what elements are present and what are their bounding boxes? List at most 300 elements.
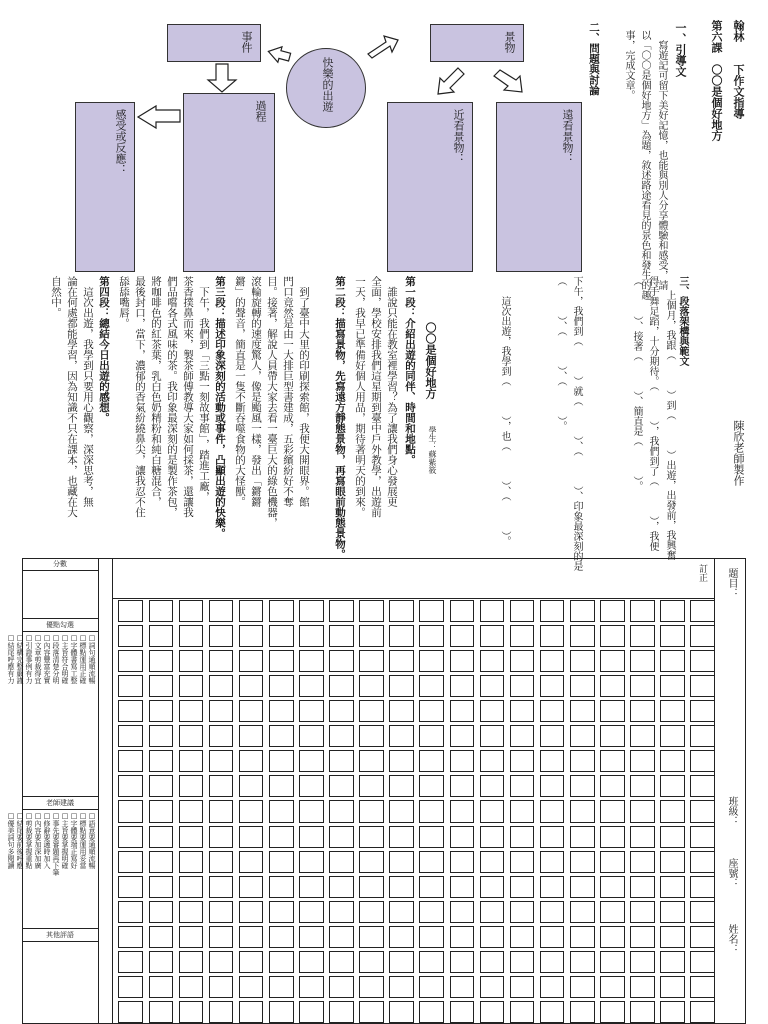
grid-cell[interactable] [419,625,444,647]
grid-cell[interactable] [329,851,354,873]
grid-cell[interactable] [510,625,535,647]
grid-cell[interactable] [329,901,354,923]
grid-cell[interactable] [480,1001,505,1023]
advice-item[interactable]: □剪裁要掌握重點 [25,812,33,869]
grid-cell[interactable] [600,876,625,898]
grid-cell[interactable] [269,1001,294,1023]
grid-cell[interactable] [359,675,384,697]
grid-cell[interactable] [179,851,204,873]
grid-cell[interactable] [630,700,655,722]
grid-cell[interactable] [570,750,595,772]
grid-cell[interactable] [660,826,685,848]
grid-cell[interactable] [540,1001,565,1023]
grid-cell[interactable] [540,926,565,948]
grid-cell[interactable] [118,851,143,873]
grid-cell[interactable] [359,650,384,672]
advice-item[interactable]: □語意要通順流暢 [88,812,96,869]
grid-cell[interactable] [540,675,565,697]
grid-cell[interactable] [179,750,204,772]
advice-item[interactable]: □修辭要適時加入 [43,812,51,869]
grid-cell[interactable] [209,876,234,898]
grid-cell[interactable] [480,826,505,848]
grid-cell[interactable] [359,625,384,647]
grid-cell[interactable] [690,700,715,722]
grid-cell[interactable] [480,901,505,923]
grid-cell[interactable] [389,951,414,973]
grid-cell[interactable] [480,775,505,797]
grid-cell[interactable] [389,625,414,647]
grid-cell[interactable] [269,851,294,873]
grid-cell[interactable] [540,600,565,622]
strength-item[interactable]: □主旨符合明確 [61,634,69,684]
grid-cell[interactable] [209,901,234,923]
grid-cell[interactable] [660,750,685,772]
grid-cell[interactable] [510,750,535,772]
grid-cell[interactable] [630,901,655,923]
grid-cell[interactable] [630,775,655,797]
grid-cell[interactable] [179,1001,204,1023]
grid-cell[interactable] [269,750,294,772]
grid-cell[interactable] [419,951,444,973]
grid-cell[interactable] [540,650,565,672]
grid-cell[interactable] [389,675,414,697]
grid-cell[interactable] [690,625,715,647]
grid-cell[interactable] [389,901,414,923]
grid-cell[interactable] [690,725,715,747]
grid-cell[interactable] [660,926,685,948]
grid-cell[interactable] [660,775,685,797]
grid-cell[interactable] [269,675,294,697]
strength-item[interactable]: □字體書寫工整 [70,634,78,684]
grid-cell[interactable] [570,700,595,722]
grid-cell[interactable] [299,725,324,747]
advice-item[interactable]: □字體要端正寫好 [70,812,78,869]
grid-cell[interactable] [450,700,475,722]
advice-item[interactable]: □標點要運用妥當 [79,812,87,869]
grid-cell[interactable] [359,725,384,747]
grid-cell[interactable] [239,675,264,697]
grid-cell[interactable] [450,600,475,622]
grid-cell[interactable] [299,600,324,622]
strength-item[interactable]: □段落清楚分明 [52,634,60,684]
grid-cell[interactable] [149,926,174,948]
grid-cell[interactable] [630,951,655,973]
grid-cell[interactable] [690,1001,715,1023]
grid-cell[interactable] [660,901,685,923]
grid-cell[interactable] [239,625,264,647]
grid-cell[interactable] [179,826,204,848]
grid-cell[interactable] [269,951,294,973]
grid-cell[interactable] [450,851,475,873]
grid-cell[interactable] [510,976,535,998]
grid-cell[interactable] [480,951,505,973]
grid-cell[interactable] [450,675,475,697]
grid-cell[interactable] [329,775,354,797]
grid-cell[interactable] [600,750,625,772]
advice-item[interactable]: □事先要審題再下筆 [52,812,60,876]
grid-cell[interactable] [660,650,685,672]
grid-cell[interactable] [419,600,444,622]
grid-cell[interactable] [209,725,234,747]
grid-cell[interactable] [600,675,625,697]
grid-cell[interactable] [118,800,143,822]
grid-cell[interactable] [570,876,595,898]
grid-cell[interactable] [480,675,505,697]
grid-cell[interactable] [299,926,324,948]
grid-cell[interactable] [419,851,444,873]
grid-cell[interactable] [419,775,444,797]
grid-cell[interactable] [179,976,204,998]
grid-cell[interactable] [118,750,143,772]
grid-cell[interactable] [660,976,685,998]
grid-cell[interactable] [149,725,174,747]
grid-cell[interactable] [359,775,384,797]
grid-cell[interactable] [299,700,324,722]
grid-cell[interactable] [510,951,535,973]
grid-cell[interactable] [419,675,444,697]
grid-cell[interactable] [600,650,625,672]
grid-cell[interactable] [450,1001,475,1023]
grid-cell[interactable] [450,926,475,948]
grid-cell[interactable] [480,926,505,948]
grid-cell[interactable] [209,750,234,772]
grid-cell[interactable] [600,976,625,998]
grid-cell[interactable] [179,951,204,973]
grid-cell[interactable] [660,876,685,898]
grid-cell[interactable] [450,800,475,822]
grid-cell[interactable] [118,600,143,622]
grid-cell[interactable] [209,600,234,622]
grid-cell[interactable] [239,650,264,672]
grid-cell[interactable] [510,901,535,923]
grid-cell[interactable] [239,926,264,948]
grid-cell[interactable] [570,725,595,747]
grid-cell[interactable] [118,926,143,948]
grid-cell[interactable] [389,750,414,772]
grid-cell[interactable] [540,775,565,797]
grid-cell[interactable] [149,700,174,722]
grid-cell[interactable] [389,976,414,998]
grid-cell[interactable] [269,876,294,898]
grid-cell[interactable] [389,600,414,622]
grid-cell[interactable] [149,876,174,898]
grid-cell[interactable] [239,775,264,797]
grid-cell[interactable] [690,650,715,672]
grid-cell[interactable] [630,625,655,647]
grid-cell[interactable] [118,700,143,722]
grid-cell[interactable] [149,901,174,923]
grid-cell[interactable] [419,750,444,772]
advice-item[interactable]: □內容要加深加廣 [34,812,42,869]
grid-cell[interactable] [510,851,535,873]
grid-cell[interactable] [389,775,414,797]
grid-cell[interactable] [419,800,444,822]
grid-cell[interactable] [209,1001,234,1023]
grid-cell[interactable] [239,600,264,622]
grid-cell[interactable] [540,625,565,647]
grid-cell[interactable] [329,700,354,722]
grid-cell[interactable] [239,826,264,848]
grid-cell[interactable] [600,951,625,973]
grid-cell[interactable] [660,600,685,622]
grid-cell[interactable] [570,951,595,973]
grid-cell[interactable] [540,876,565,898]
grid-cell[interactable] [450,901,475,923]
grid-cell[interactable] [570,800,595,822]
grid-cell[interactable] [570,650,595,672]
grid-cell[interactable] [419,725,444,747]
grid-cell[interactable] [149,675,174,697]
grid-cell[interactable] [389,926,414,948]
strength-item[interactable]: □文章剪裁得宜 [34,634,42,684]
grid-cell[interactable] [269,826,294,848]
grid-cell[interactable] [660,1001,685,1023]
advice-item[interactable]: □主旨要掌握明確 [61,812,69,869]
grid-cell[interactable] [480,725,505,747]
grid-cell[interactable] [269,650,294,672]
grid-cell[interactable] [540,951,565,973]
grid-cell[interactable] [179,800,204,822]
grid-cell[interactable] [690,600,715,622]
strength-item[interactable]: □引證事例有力 [25,634,33,684]
grid-cell[interactable] [359,851,384,873]
grid-cell[interactable] [660,800,685,822]
grid-cell[interactable] [179,725,204,747]
grid-cell[interactable] [299,851,324,873]
grid-cell[interactable] [329,926,354,948]
grid-cell[interactable] [480,851,505,873]
grid-cell[interactable] [329,650,354,672]
grid-cell[interactable] [299,876,324,898]
grid-cell[interactable] [239,750,264,772]
grid-cell[interactable] [630,926,655,948]
grid-cell[interactable] [480,600,505,622]
grid-cell[interactable] [149,951,174,973]
grid-cell[interactable] [570,826,595,848]
grid-cell[interactable] [329,750,354,772]
grid-cell[interactable] [239,901,264,923]
grid-cell[interactable] [630,851,655,873]
grid-cell[interactable] [510,1001,535,1023]
grid-cell[interactable] [299,775,324,797]
grid-cell[interactable] [510,775,535,797]
grid-cell[interactable] [630,1001,655,1023]
grid-cell[interactable] [209,650,234,672]
grid-cell[interactable] [570,1001,595,1023]
grid-cell[interactable] [239,800,264,822]
grid-cell[interactable] [209,826,234,848]
grid-cell[interactable] [209,976,234,998]
grid-cell[interactable] [570,625,595,647]
strength-item[interactable]: □內容豐富充實 [43,634,51,684]
grid-cell[interactable] [209,951,234,973]
grid-cell[interactable] [600,826,625,848]
grid-cell[interactable] [329,800,354,822]
grid-cell[interactable] [600,901,625,923]
grid-cell[interactable] [269,625,294,647]
grid-cell[interactable] [540,800,565,822]
grid-cell[interactable] [329,951,354,973]
grid-cell[interactable] [118,625,143,647]
grid-cell[interactable] [480,750,505,772]
grid-cell[interactable] [540,826,565,848]
grid-cell[interactable] [359,951,384,973]
grid-cell[interactable] [540,851,565,873]
grid-cell[interactable] [118,725,143,747]
grid-cell[interactable] [510,725,535,747]
grid-cell[interactable] [450,725,475,747]
grid-cell[interactable] [389,851,414,873]
grid-cell[interactable] [450,876,475,898]
strength-item[interactable]: □結尾呼應有力 [7,634,15,684]
grid-cell[interactable] [269,600,294,622]
grid-cell[interactable] [690,901,715,923]
grid-cell[interactable] [239,876,264,898]
grid-cell[interactable] [179,876,204,898]
grid-cell[interactable] [149,750,174,772]
grid-cell[interactable] [600,725,625,747]
grid-cell[interactable] [179,901,204,923]
grid-cell[interactable] [149,1001,174,1023]
grid-cell[interactable] [329,600,354,622]
grid-cell[interactable] [630,976,655,998]
grid-cell[interactable] [600,600,625,622]
grid-cell[interactable] [510,675,535,697]
grid-cell[interactable] [329,1001,354,1023]
grid-cell[interactable] [690,750,715,772]
grid-cell[interactable] [690,800,715,822]
grid-cell[interactable] [389,650,414,672]
grid-cell[interactable] [600,1001,625,1023]
grid-cell[interactable] [359,800,384,822]
grid-cell[interactable] [329,625,354,647]
grid-cell[interactable] [690,926,715,948]
grid-cell[interactable] [389,725,414,747]
grid-cell[interactable] [239,725,264,747]
grid-cell[interactable] [118,675,143,697]
grid-cell[interactable] [480,625,505,647]
grid-cell[interactable] [600,800,625,822]
grid-cell[interactable] [359,926,384,948]
grid-cell[interactable] [480,650,505,672]
grid-cell[interactable] [359,826,384,848]
grid-cell[interactable] [209,800,234,822]
grid-cell[interactable] [630,725,655,747]
grid-cell[interactable] [209,926,234,948]
grid-cell[interactable] [630,675,655,697]
grid-cell[interactable] [209,775,234,797]
grid-cell[interactable] [149,625,174,647]
grid-cell[interactable] [419,926,444,948]
grid-cell[interactable] [179,775,204,797]
grid-cell[interactable] [660,851,685,873]
grid-cell[interactable] [630,750,655,772]
grid-cell[interactable] [540,976,565,998]
grid-cell[interactable] [419,876,444,898]
grid-cell[interactable] [149,650,174,672]
grid-cell[interactable] [239,700,264,722]
grid-cell[interactable] [179,625,204,647]
grid-cell[interactable] [419,650,444,672]
grid-cell[interactable] [209,675,234,697]
grid-cell[interactable] [600,700,625,722]
grid-cell[interactable] [118,650,143,672]
grid-cell[interactable] [419,976,444,998]
grid-cell[interactable] [359,1001,384,1023]
grid-cell[interactable] [510,876,535,898]
grid-cell[interactable] [450,775,475,797]
grid-cell[interactable] [118,826,143,848]
grid-cell[interactable] [540,700,565,722]
grid-cell[interactable] [359,600,384,622]
grid-cell[interactable] [540,901,565,923]
grid-cell[interactable] [630,876,655,898]
grid-cell[interactable] [690,951,715,973]
grid-cell[interactable] [269,700,294,722]
grid-cell[interactable] [660,725,685,747]
grid-cell[interactable] [149,800,174,822]
grid-cell[interactable] [299,650,324,672]
grid-cell[interactable] [690,976,715,998]
grid-cell[interactable] [299,625,324,647]
grid-cell[interactable] [149,826,174,848]
grid-cell[interactable] [239,851,264,873]
grid-cell[interactable] [570,851,595,873]
grid-cell[interactable] [510,926,535,948]
grid-cell[interactable] [450,951,475,973]
grid-cell[interactable] [450,650,475,672]
grid-cell[interactable] [570,600,595,622]
grid-cell[interactable] [209,625,234,647]
grid-cell[interactable] [480,876,505,898]
grid-cell[interactable] [480,800,505,822]
grid-cell[interactable] [600,851,625,873]
grid-cell[interactable] [179,600,204,622]
grid-cell[interactable] [299,800,324,822]
grid-cell[interactable] [450,625,475,647]
grid-cell[interactable] [299,675,324,697]
grid-cell[interactable] [269,800,294,822]
grid-cell[interactable] [419,1001,444,1023]
grid-cell[interactable] [239,951,264,973]
grid-cell[interactable] [209,851,234,873]
grid-cell[interactable] [600,625,625,647]
grid-cell[interactable] [510,650,535,672]
grid-cell[interactable] [299,901,324,923]
grid-cell[interactable] [450,826,475,848]
grid-cell[interactable] [450,750,475,772]
grid-cell[interactable] [118,876,143,898]
grid-cell[interactable] [419,826,444,848]
grid-cell[interactable] [299,951,324,973]
grid-cell[interactable] [299,976,324,998]
grid-cell[interactable] [299,750,324,772]
grid-cell[interactable] [269,976,294,998]
grid-cell[interactable] [389,1001,414,1023]
grid-cell[interactable] [179,650,204,672]
grid-cell[interactable] [179,675,204,697]
grid-cell[interactable] [690,775,715,797]
grid-cell[interactable] [570,926,595,948]
grid-cell[interactable] [630,600,655,622]
grid-cell[interactable] [660,700,685,722]
grid-cell[interactable] [389,800,414,822]
grid-cell[interactable] [570,901,595,923]
grid-cell[interactable] [329,826,354,848]
grid-cell[interactable] [630,650,655,672]
grid-cell[interactable] [600,775,625,797]
grid-cell[interactable] [510,800,535,822]
